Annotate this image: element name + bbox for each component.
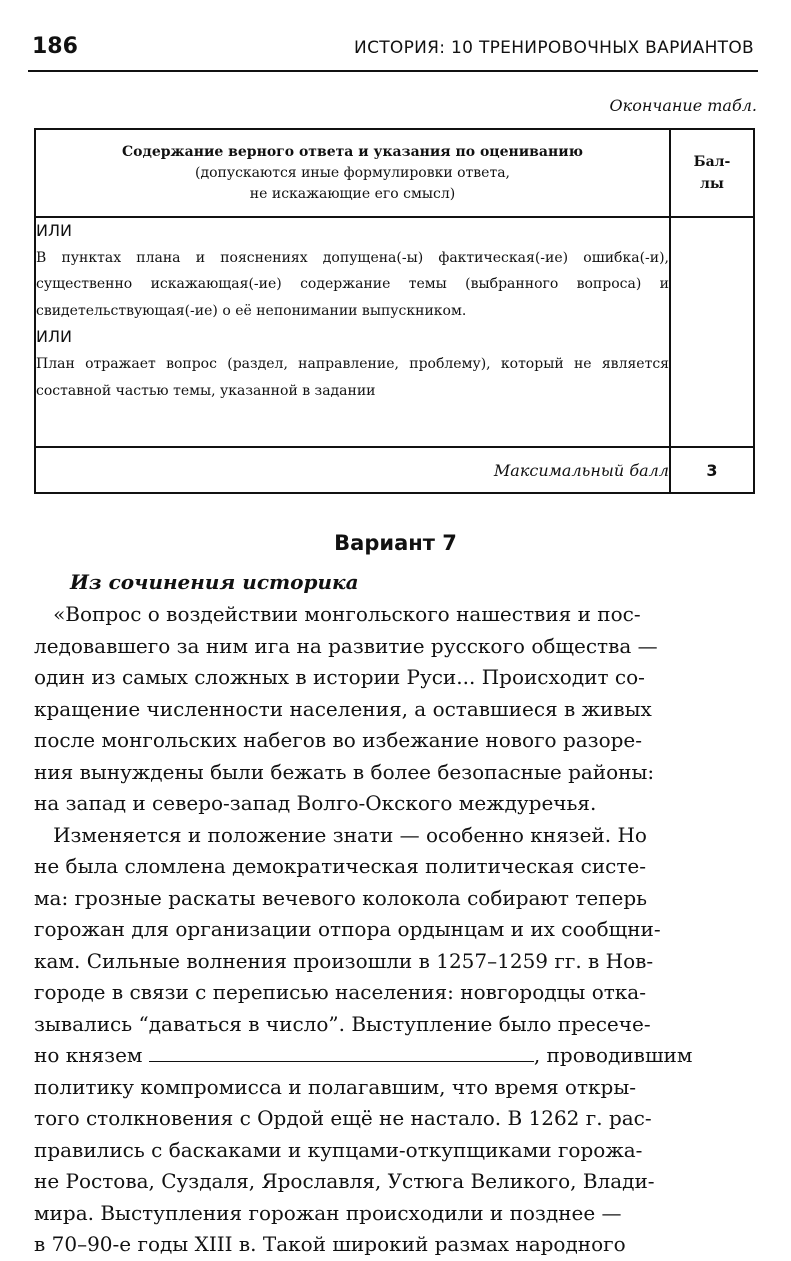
- text-line: не была сломлена демократическая политическая систе-: [34, 854, 647, 878]
- content-column-header: [35, 129, 670, 217]
- ili-label-1: ИЛИ: [36, 221, 72, 240]
- ili-label-2: ИЛИ: [36, 327, 72, 347]
- text-line: не Ростова, Суздаля, Ярославля, Устюга Великого, Влади-: [34, 1169, 655, 1193]
- source-text: [34, 599, 756, 1261]
- text-line: того столкновения с Ордой ещё не настало. В 1262 г. рас-: [34, 1106, 652, 1130]
- source-title: Из сочинения историка: [70, 570, 359, 594]
- scoring-table: [34, 128, 755, 494]
- answer-blank[interactable]: [149, 1043, 534, 1062]
- page-number: 186: [32, 34, 78, 59]
- text-line-with-blank: [34, 1040, 756, 1072]
- page-header: [28, 32, 758, 72]
- text-line: ледовавшего за ним ига на развитие русского общества —: [34, 633, 658, 658]
- content-header-title: Содержание верного ответа и указания по оцениванию: [122, 143, 583, 160]
- text-line: Изменяется и положение знати — особенно князей. Но: [34, 822, 647, 847]
- criteria-cell: [35, 217, 670, 447]
- content-header-note-1: (допускаются иные формулировки ответа,: [195, 164, 510, 181]
- text-line: кам. Сильные волнения произошли в 1257–1259 гг. в Нов-: [34, 948, 654, 973]
- text-line: на запад и северо-запад Волго-Окского междуречья.: [34, 791, 597, 815]
- text-line: один из самых сложных в истории Руси... Происходит со-: [34, 665, 645, 689]
- text-line: «Вопрос о воздействии монгольского нашествия и пос-: [34, 602, 641, 626]
- max-score-row: [35, 447, 754, 493]
- criterion-paragraph-2: План отражает вопрос (раздел, направление, проблему), который не является составной частью темы, указанной в задании: [36, 355, 669, 399]
- text-line: ния вынуждены были бежать в более безопасные районы:: [34, 759, 655, 784]
- text-line: кращение численности населения, а оставшиеся в живых: [34, 696, 652, 721]
- max-score-value: 3: [670, 447, 754, 493]
- table-caption: Окончание табл.: [609, 96, 757, 115]
- text-line: политику компромисса и полагавшим, что время откры-: [34, 1074, 637, 1099]
- text-line: городе в связи с переписью населения: новгородцы отка-: [34, 980, 646, 1004]
- text-line: ма: грозные раскаты вечевого колокола собирают теперь: [34, 885, 648, 910]
- text-line: горожан для организации отпора ордынцам и их сообщни-: [34, 917, 661, 941]
- blank-line-prefix: но князем: [34, 1043, 149, 1067]
- text-line: мира. Выступления горожан происходили и позднее —: [34, 1200, 622, 1225]
- text-line: правились с баскаками и купцами-откупщиками горожа-: [34, 1137, 643, 1162]
- text-line: зывались “даваться в число”. Выступление было пресече-: [34, 1011, 651, 1036]
- points-cell-empty: [670, 217, 754, 447]
- points-header-part2: лы: [700, 176, 724, 192]
- points-header-part1: Бал-: [693, 154, 731, 170]
- table-header-row: [35, 129, 754, 217]
- table-row: [35, 217, 754, 447]
- points-column-header: [670, 129, 754, 217]
- criterion-paragraph-1: В пунктах плана и пояснениях допущена(-ы) фактическая(-ие) ошибка(-и), существенно искажающая(-ие) содержание темы (выбранного вопроса) и свидетельствующая(-ие) о её непонимании выпускником.: [36, 249, 669, 319]
- blank-line-suffix: , проводившим: [533, 1043, 693, 1067]
- max-score-label: Максимальный балл: [35, 447, 670, 493]
- running-title: ИСТОРИЯ: 10 ТРЕНИРОВОЧНЫХ ВАРИАНТОВ: [354, 38, 754, 58]
- text-line: в 70–90-е годы XIII в. Такой широкий размах народного: [34, 1232, 626, 1256]
- variant-title: Вариант 7: [334, 531, 457, 555]
- content-header-note-2: не искажающие его смысл): [249, 185, 456, 202]
- text-line: после монгольских набегов во избежание нового разоре-: [34, 728, 643, 752]
